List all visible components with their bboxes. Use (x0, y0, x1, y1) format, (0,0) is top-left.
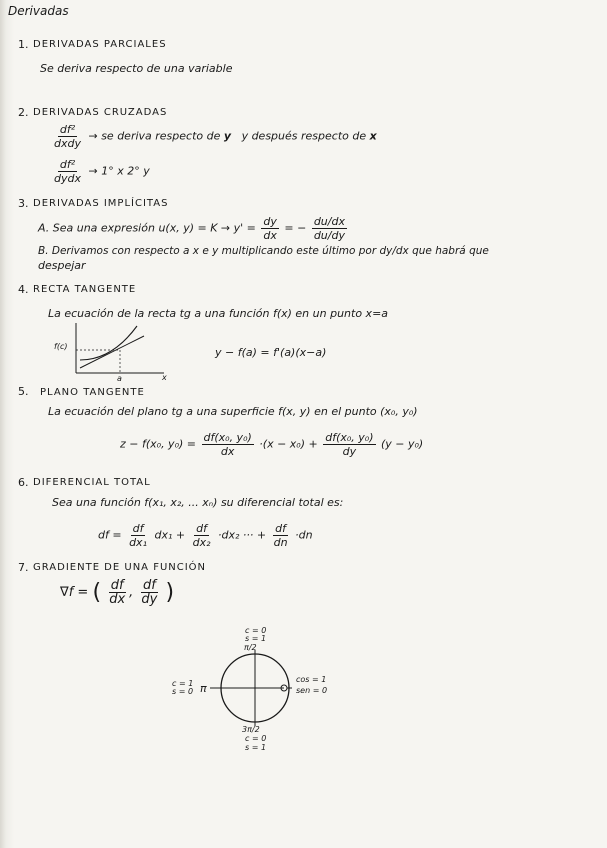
section-3-heading: DERIVADAS IMPLÍCITAS (33, 198, 169, 209)
section-2-heading: DERIVADAS CRUZADAS (33, 107, 168, 118)
close-paren: ) (165, 580, 175, 605)
section-7-heading: GRADIENTE DE UNA FUNCIÓN (33, 562, 207, 573)
fraction-dy-dx (261, 215, 279, 242)
numerator: du/dx (313, 215, 345, 228)
implicit-a (38, 215, 349, 242)
bottom-angle-label: 3π/2 (242, 725, 260, 734)
description: → 1° x 2° y (88, 164, 150, 178)
term-2: ·dx₂ ··· + (218, 528, 267, 542)
left-angle-label: π (200, 682, 207, 695)
gradient-formula: ∇f = ( $\frac{df}{dx}$ , $\frac{df}{dy}$ ) (60, 578, 175, 607)
variable-y: y (223, 129, 232, 143)
section-5-heading: PLANO TANGENTE (40, 387, 145, 398)
denominator: dx (263, 229, 277, 242)
unit-circle-diagram (160, 620, 360, 760)
fraction-3 (272, 522, 290, 549)
fraction (52, 123, 83, 150)
numerator: df² (59, 158, 76, 171)
label: B. (38, 245, 49, 257)
text: Sea una expresión u(x, y) = K → y' = (52, 221, 256, 235)
denominator: dxdy (54, 137, 81, 150)
denominator: du/dy (313, 229, 345, 242)
lhs: df = (98, 528, 122, 542)
tangent-graph (52, 318, 172, 383)
denominator: dydx (54, 172, 81, 185)
bottom-sin-label: s = 1 (245, 743, 267, 752)
term-3: ·dn (295, 528, 313, 542)
equals: = − (284, 221, 307, 235)
fraction (52, 158, 83, 185)
tangent-line (80, 336, 144, 368)
section-5-body: La ecuación del plano tg a una superficie f(x, y) en el punto (x₀, y₀) (48, 405, 418, 418)
numerator: df (110, 578, 124, 593)
fraction-dx (107, 579, 127, 606)
fraction-dy (139, 579, 159, 606)
page-title: Derivadas (8, 4, 69, 18)
section-1-heading: DERIVADAS PARCIALES (33, 39, 167, 50)
numerator: df (142, 578, 156, 593)
section-1-body: Se deriva respecto de una variable (40, 62, 233, 75)
lhs: z − f(x₀, y₀) = (120, 437, 196, 451)
numerator: df² (59, 123, 76, 136)
bottom-cos-label: c = 0 (245, 734, 267, 743)
implicit-b (38, 245, 489, 257)
top-cos-label: c = 0 (245, 626, 267, 635)
section-6-body: Sea una función f(x₁, x₂, ... xₙ) su diferencial total es: (52, 496, 344, 509)
rhs: (y − y₀) (381, 437, 424, 451)
description-then: y después respecto de (241, 129, 367, 143)
fraction-df-dy (323, 431, 375, 458)
section-4-number: 4. (18, 283, 29, 296)
denominator: dy (141, 592, 158, 607)
section-4-body: La ecuación de la recta tg a una función f(x) en un punto x=a (48, 307, 389, 320)
fraction-1 (127, 522, 149, 549)
section-2-number: 2. (18, 106, 29, 119)
middle: ·(x − x₀) + (259, 437, 318, 451)
numerator: df (132, 522, 144, 535)
denominator: dx₂ (192, 536, 211, 549)
function-curve (80, 326, 137, 360)
variable-x: x (369, 129, 377, 143)
open-paren: ( (92, 580, 102, 605)
top-sin-label: s = 1 (245, 634, 267, 643)
section-1-number: 1. (18, 38, 29, 51)
graph-f-label: f(c) (54, 342, 68, 351)
numerator: df(x₀, y₀) (203, 431, 252, 444)
description: → se deriva respecto de (88, 129, 221, 143)
numerator: df(x₀, y₀) (325, 431, 374, 444)
section-6-heading: DIFERENCIAL TOTAL (33, 477, 151, 488)
left-cos-label: c = 1 (172, 679, 194, 688)
fraction-df-dx (202, 431, 254, 458)
section-6-number: 6. (18, 476, 29, 489)
total-differential-formula (98, 522, 313, 549)
crossed-derivative-1 (50, 123, 377, 150)
denominator: dn (273, 536, 288, 549)
section-3-number: 3. (18, 197, 29, 210)
lhs: ∇f = (60, 585, 89, 600)
left-sin-label: s = 0 (172, 687, 194, 696)
numerator: df (196, 522, 207, 535)
denominator: dx₁ (129, 536, 147, 549)
section-7-number: 7. (18, 561, 29, 574)
right-sin-label: sen = 0 (296, 686, 328, 695)
numerator: df (275, 522, 287, 535)
graph-a-label: a (117, 374, 122, 383)
top-angle-label: π/2 (244, 643, 257, 652)
graph-x-label: x (162, 373, 167, 382)
tangent-formula: y − f(a) = f'(a)(x−a) (215, 346, 327, 359)
text: Derivamos con respecto a x e y multiplicando este último por dy/dx que habrá que (51, 245, 489, 257)
crossed-derivative-2 (50, 158, 150, 185)
section-5-number: 5. (18, 385, 29, 398)
section-4-heading: RECTA TANGENTE (33, 284, 137, 295)
label: A. (38, 221, 50, 235)
denominator: dx (109, 592, 126, 607)
denominator: dy (342, 445, 357, 458)
denominator: dx (220, 445, 235, 458)
right-cos-label: cos = 1 (296, 675, 327, 684)
numerator: dy (263, 215, 277, 228)
fraction-du (312, 215, 347, 242)
term-1: dx₁ + (154, 528, 186, 542)
fraction-2 (191, 522, 213, 549)
tangent-plane-formula (120, 431, 423, 458)
implicit-b-cont: despejar (38, 259, 86, 272)
